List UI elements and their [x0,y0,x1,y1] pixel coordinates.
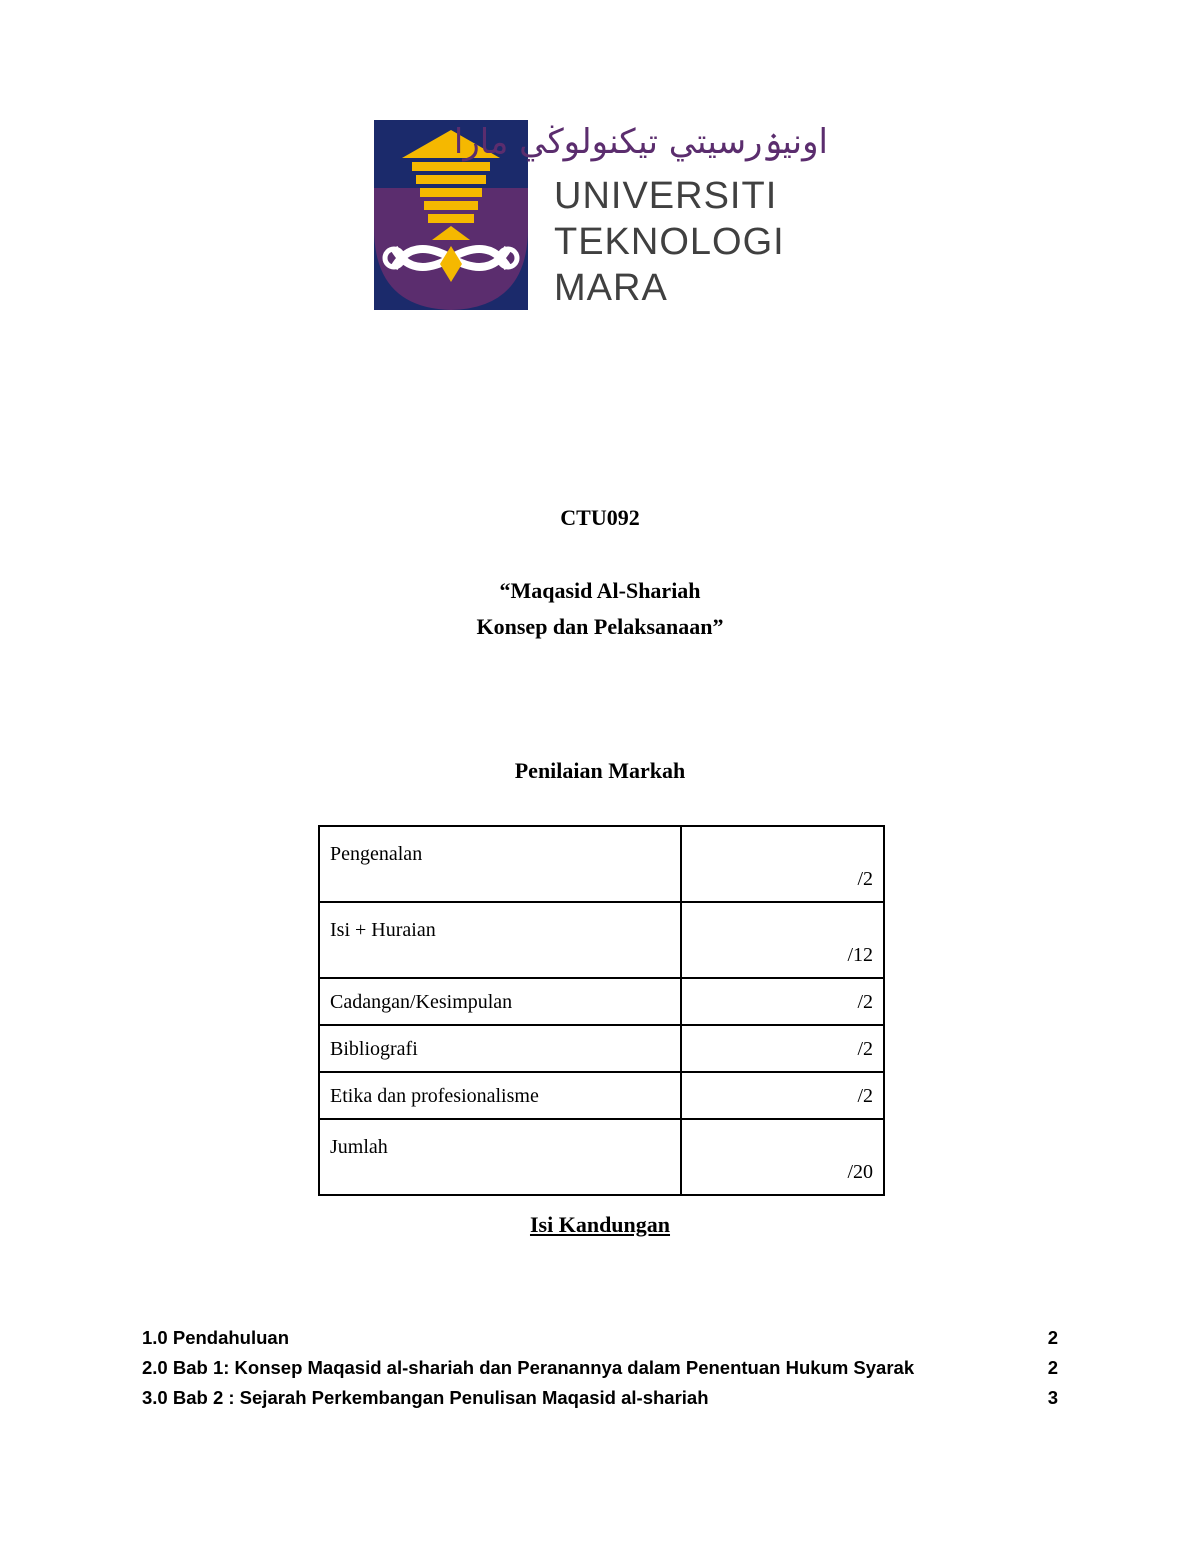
university-logo [372,118,832,314]
marks-table [318,825,885,1196]
title-line-2: Konsep dan Pelaksanaan” [476,614,724,639]
logo-line-3: MARA [554,267,668,309]
logo-line-2: TEKNOLOGI [554,221,785,263]
mark-score: /2 [681,978,884,1025]
toc-entry-title: 3.0 Bab 2 : Sejarah Perkembangan Penulisan Maqasid al-shariah [142,1387,709,1408]
toc-entry-title: 1.0 Pendahuluan [142,1327,290,1348]
table-row [319,1119,884,1195]
toc-entry-page: 3 [1047,1387,1058,1408]
mark-score: /12 [681,902,884,978]
mark-score: /2 [681,1025,884,1072]
toc-entry-title: 2.0 Bab 1: Konsep Maqasid al-shariah dan Peranannya dalam Penentuan Hukum Syarak [142,1357,915,1378]
mark-label: Pengenalan [319,826,681,902]
course-code: CTU092 [560,505,640,530]
mark-label: Bibliografi [319,1025,681,1072]
logo-wordmark [554,174,785,312]
mark-label: Isi + Huraian [319,902,681,978]
mark-score: /2 [681,826,884,902]
mark-label: Jumlah [319,1119,681,1195]
logo-arabic-text: اونيۏرسيتي تيکنولوڬي مارا [453,122,828,162]
toc-entry-page: 2 [1047,1327,1058,1348]
table-row [319,1072,884,1119]
mark-score: /20 [681,1119,884,1195]
table-row [319,978,884,1025]
table-row [319,1025,884,1072]
toc-entry[interactable] [142,1355,1058,1385]
assessment-heading: Penilaian Markah [514,758,686,783]
table-of-contents [142,1325,1058,1415]
mark-label: Etika dan profesionalisme [319,1072,681,1119]
mark-label: Cadangan/Kesimpulan [319,978,681,1025]
toc-entry[interactable] [142,1325,1058,1355]
toc-heading: Isi Kandungan [529,1212,671,1237]
table-row [319,826,884,902]
mark-score: /2 [681,1072,884,1119]
logo-line-1: UNIVERSITI [554,175,778,217]
toc-entry[interactable] [142,1385,1058,1415]
title-line-1: “Maqasid Al-Shariah [499,578,701,603]
toc-entry-page: 2 [1047,1357,1058,1378]
table-row [319,902,884,978]
